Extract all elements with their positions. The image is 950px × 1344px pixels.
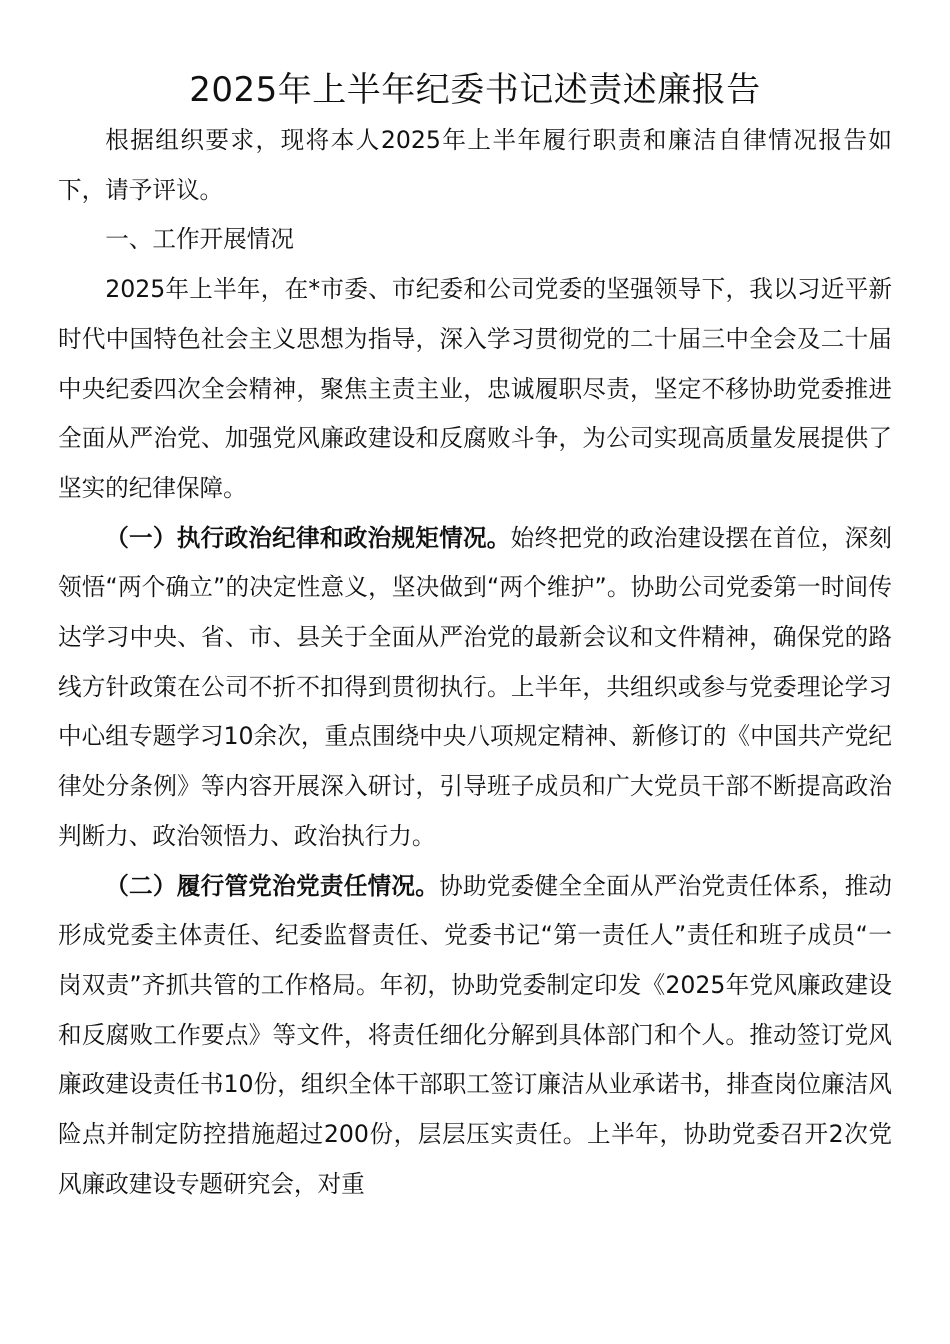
item-political-discipline-paragraph (58, 514, 892, 862)
item-political-discipline-text: 始终把党的政治建设摆在首位，深刻领悟“两个确立”的决定性意义，坚决做到“两个维护”。协助公司党委第一时间传达学习中央、省、市、县关于全面从严治党的最新会议和文件精神，确保党的路线方针政策在公司不折不扣得到贯彻执行。上半年，共组织或参与党委理论学习中心组专题学习10余次，重点围绕中央八项规定精神、新修订的《中国共产党纪律处分条例》等内容开展深入研讨，引导班子成员和广大党员干部不断提高政治判断力、政治领悟力、政治执行力。 (58, 523, 893, 850)
item-party-governance-heading: （二）履行管党治党责任情况。 (105, 871, 440, 900)
document-body (58, 116, 892, 1209)
overview-paragraph: 2025年上半年，在*市委、市纪委和公司党委的坚强领导下，我以习近平新时代中国特色社会主义思想为指导，深入学习贯彻党的二十届三中全会及二十届中央纪委四次全会精神，聚焦主责主业，忠诚履职尽责，坚定不移协助党委推进全面从严治党、加强党风廉政建设和反腐败斗争，为公司实现高质量发展提供了坚实的纪律保障。 (58, 275, 892, 502)
intro-paragraph: 根据组织要求，现将本人2025年上半年履行职责和廉洁自律情况报告如下，请予评议。 (58, 126, 892, 204)
document-title: 2025年上半年纪委书记述责述廉报告 (189, 70, 761, 110)
section-heading-work-progress: 一、工作开展情况 (105, 225, 294, 254)
item-political-discipline-heading: （一）执行政治纪律和政治规矩情况。 (105, 523, 511, 552)
item-party-governance-paragraph (58, 862, 892, 1210)
item-party-governance-text: 协助党委健全全面从严治党责任体系，推动形成党委主体责任、纪委监督责任、党委书记“第一责任人”责任和班子成员“一岗双责”齐抓共管的工作格局。年初，协助党委制定印发《2025年党风廉政建设和反腐败工作要点》等文件，将责任细化分解到具体部门和个人。推动签订党风廉政建设责任书10份，组织全体干部职工签订廉洁从业承诺书，排查岗位廉洁风险点并制定防控措施超过200份，层层压实责任。上半年，协助党委召开2次党风廉政建设专题研究会，对重 (58, 871, 893, 1198)
